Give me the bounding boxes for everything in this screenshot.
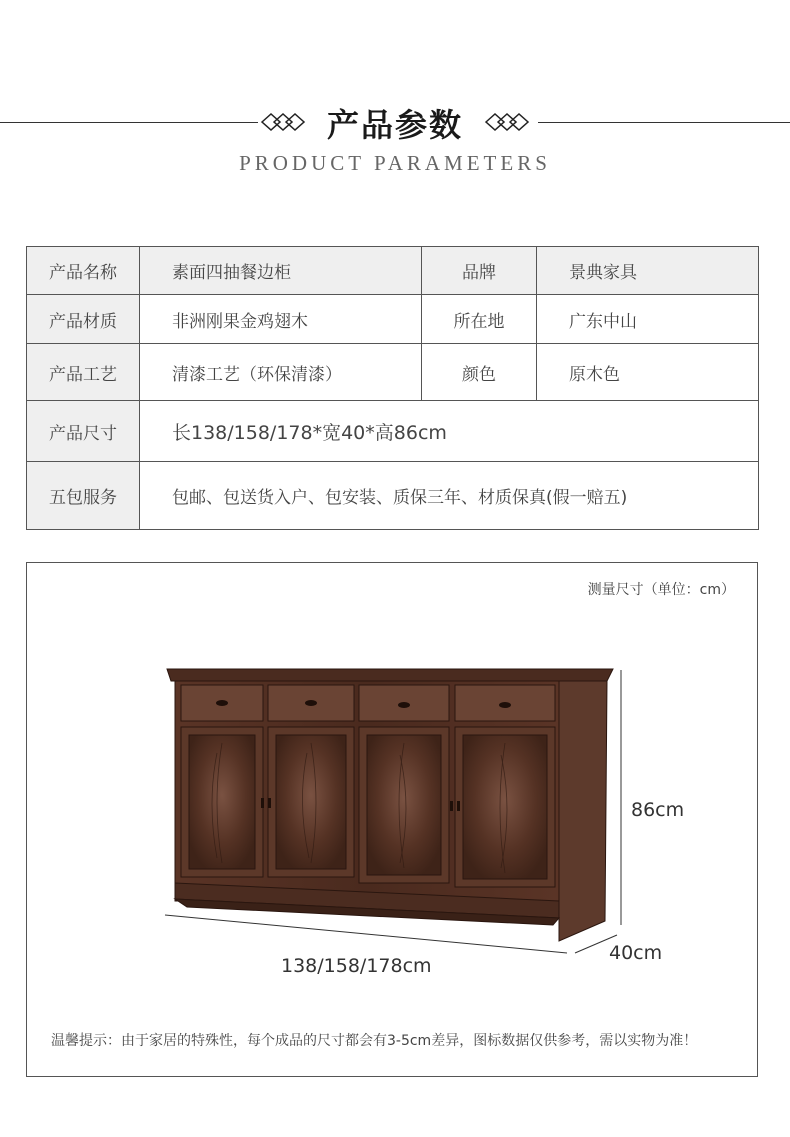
- page-subtitle: PRODUCT PARAMETERS: [239, 151, 551, 175]
- parameters-table: [26, 246, 759, 530]
- param-value: 清漆工艺（环保清漆）: [140, 344, 422, 401]
- page-title: 产品参数: [326, 106, 463, 144]
- param-label: 所在地: [422, 295, 537, 344]
- param-label: 产品名称: [27, 247, 140, 295]
- table-row: [27, 401, 759, 462]
- height-dimension-label: 86cm: [631, 799, 685, 821]
- width-dimension-label: 138/158/178cm: [281, 955, 432, 977]
- param-value: 非洲刚果金鸡翅木: [140, 295, 422, 344]
- table-row: [27, 462, 759, 530]
- diamond-ornament-right-icon: [484, 112, 530, 132]
- table-row: [27, 295, 759, 344]
- dimensions-panel: [26, 562, 758, 1077]
- param-label: 产品尺寸: [27, 401, 140, 462]
- table-row: [27, 247, 759, 295]
- disclaimer-note: 温馨提示：由于家居的特殊性，每个成品的尺寸都会有3-5cm差异，图标数据仅供参考，需以实物为准！: [51, 1033, 698, 1049]
- param-value: 广东中山: [537, 295, 759, 344]
- param-label: 产品工艺: [27, 344, 140, 401]
- param-label: 产品材质: [27, 295, 140, 344]
- param-value: 包邮、包送货入户、包安装、质保三年、材质保真(假一赔五): [140, 462, 759, 530]
- param-value: 景典家具: [537, 247, 759, 295]
- depth-dimension-label: 40cm: [609, 942, 663, 964]
- param-label: 颜色: [422, 344, 537, 401]
- table-row: [27, 344, 759, 401]
- param-label: 品牌: [422, 247, 537, 295]
- unit-note: 测量尺寸（单位：cm）: [587, 582, 735, 598]
- param-value: 原木色: [537, 344, 759, 401]
- param-value: 长138/158/178*宽40*高86cm: [140, 401, 759, 462]
- header-rule-right: [538, 122, 790, 123]
- param-value: 素面四抽餐边柜: [140, 247, 422, 295]
- param-label: 五包服务: [27, 462, 140, 530]
